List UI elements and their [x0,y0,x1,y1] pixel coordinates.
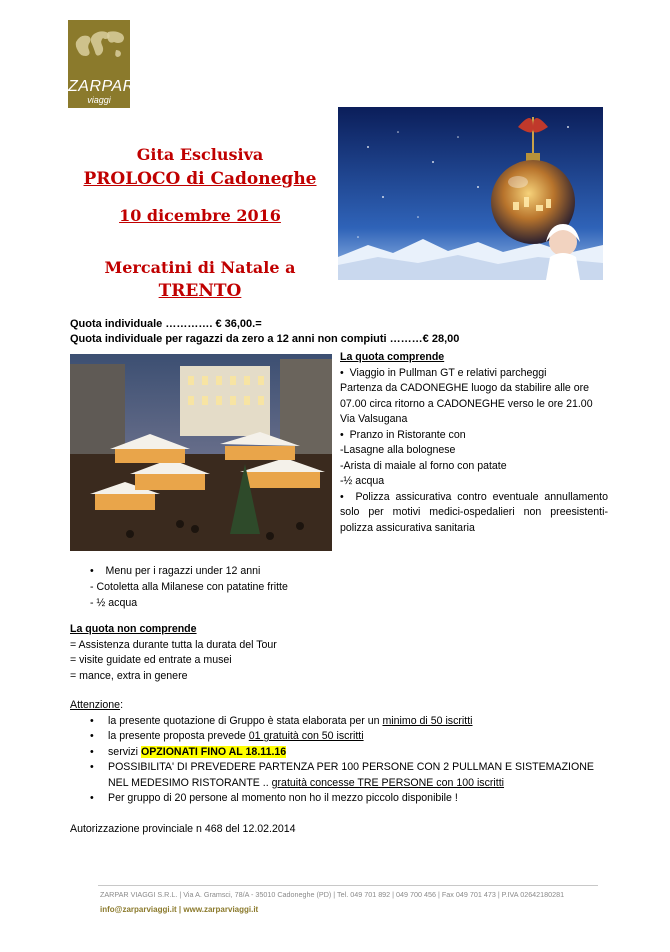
kids-menu-item-1: Menu per i ragazzi under 12 anni [105,565,261,577]
attention-item-3-highlight: OPZIONATI FINO AL 18.11.16 [140,745,287,758]
footer-address: ZARPAR VIAGGI S.R.L. | Via A. Gramsci, 78/A - 35010 Cadoneghe (PD) | Tel. 049 701 892 | 049 700 456 | Fax 049 701 473 | P.IVA 02642180281 [100,890,565,899]
attention-item-5-text: Per gruppo di 20 persone al momento non ho il mezzo piccolo disponibile ! [108,792,458,804]
not-included-heading: La quota non comprende [70,623,197,635]
bullet: • [340,366,344,379]
attention-item-2-underlined: 01 gratuità con 50 iscritti [248,730,364,742]
event-title: Mercatini di Natale a [104,258,296,277]
attention-item-4-text: POSSIBILITA' DI PREVEDERE PARTENZA PER 100 PERSONE CON 2 PULLMAN E SISTEMAZIONE NEL MEDESIMO RISTORANTE .. [108,761,594,789]
list-item [70,760,610,791]
price-children: Quota individuale per ragazzi da zero a 12 anni non compiuti ………€ 28,00 [70,333,460,345]
bullet: • [90,714,94,727]
not-included-section [70,622,277,684]
list-item [340,366,608,382]
bullet: • [90,792,94,804]
included-item-3: Pranzo in Ristorante con [349,428,466,441]
list-item [70,745,610,761]
company-logo [68,20,135,108]
list-item [70,729,610,745]
list-item [70,714,610,730]
christmas-ornament-image [338,107,603,280]
logo-name: ZARPAR [68,78,135,95]
bullet: • [90,761,94,773]
attention-section [70,698,610,807]
kids-menu-item-3: - ½ acqua [90,597,138,609]
authorization-note: Autorizzazione provinciale n 468 del 12.02.2014 [70,823,296,835]
attention-item-3-text: servizi [108,745,141,758]
included-item-5: -Arista di maiale al forno con patate [340,459,507,472]
bullet: • [340,428,344,441]
title-line-2: PROLOCO di Cadoneghe [83,169,317,189]
list-item [70,791,610,807]
list-item [340,490,608,537]
included-section [340,350,608,536]
included-item-2: Partenza da CADONEGHE luogo da stabilire alle ore 07.00 circa ritorno a CADONEGHE verso le ore 21.00 Via Valsugana [340,382,593,425]
kids-menu [90,563,288,611]
title-line-1: Gita Esclusiva [136,145,264,164]
footer-contact-links[interactable]: info@zarparviaggi.it | www.zarparviaggi.it [100,905,259,914]
kids-menu-item-2: - Cotoletta alla Milanese con patatine fritte [90,581,288,593]
trento-market-photo [70,354,332,551]
price-individual: Quota individuale …………. € 36,00.= [70,318,262,330]
not-included-item-1: = Assistenza durante tutta la durata del Tour [70,638,277,651]
logo-subtitle: viaggi [87,95,111,105]
included-item-7: Polizza assicurativa contro eventuale annullamento solo per motivi medici-ospedalieri non preesistenti- polizza assicurativa sanitaria [340,490,608,534]
attention-item-1-text: la presente quotazione di Gruppo è stata elaborata per un [108,714,383,727]
list-item [340,428,608,444]
not-included-item-3: = mance, extra in genere [70,669,188,682]
included-heading: La quota comprende [340,351,445,363]
attention-heading-row [70,698,610,714]
attention-colon: : [120,699,124,711]
not-included-item-2: = visite guidate ed entrate a musei [70,654,232,666]
world-map-icon [68,20,130,80]
attention-item-1-underlined: minimo di 50 iscritti [382,714,473,727]
bullet: • [90,565,94,577]
attention-item-2-text: la presente proposta prevede [108,730,249,742]
included-item-6: -½ acqua [340,475,385,487]
event-city: TRENTO [158,281,242,301]
bullet: • [90,745,94,758]
list-item [90,563,288,579]
bullet: • [90,730,94,742]
included-item-4: -Lasagne alla bolognese [340,444,456,456]
attention-item-4-underlined: gratuità concesse TRE PERSONE con 100 iscritti [271,776,505,789]
included-item-1: Viaggio in Pullman GT e relativi parcheggi [349,366,547,379]
trip-date: 10 dicembre 2016 [119,206,281,225]
attention-heading: Attenzione [70,699,121,711]
footer-divider [98,885,598,886]
bullet: • [340,490,344,503]
